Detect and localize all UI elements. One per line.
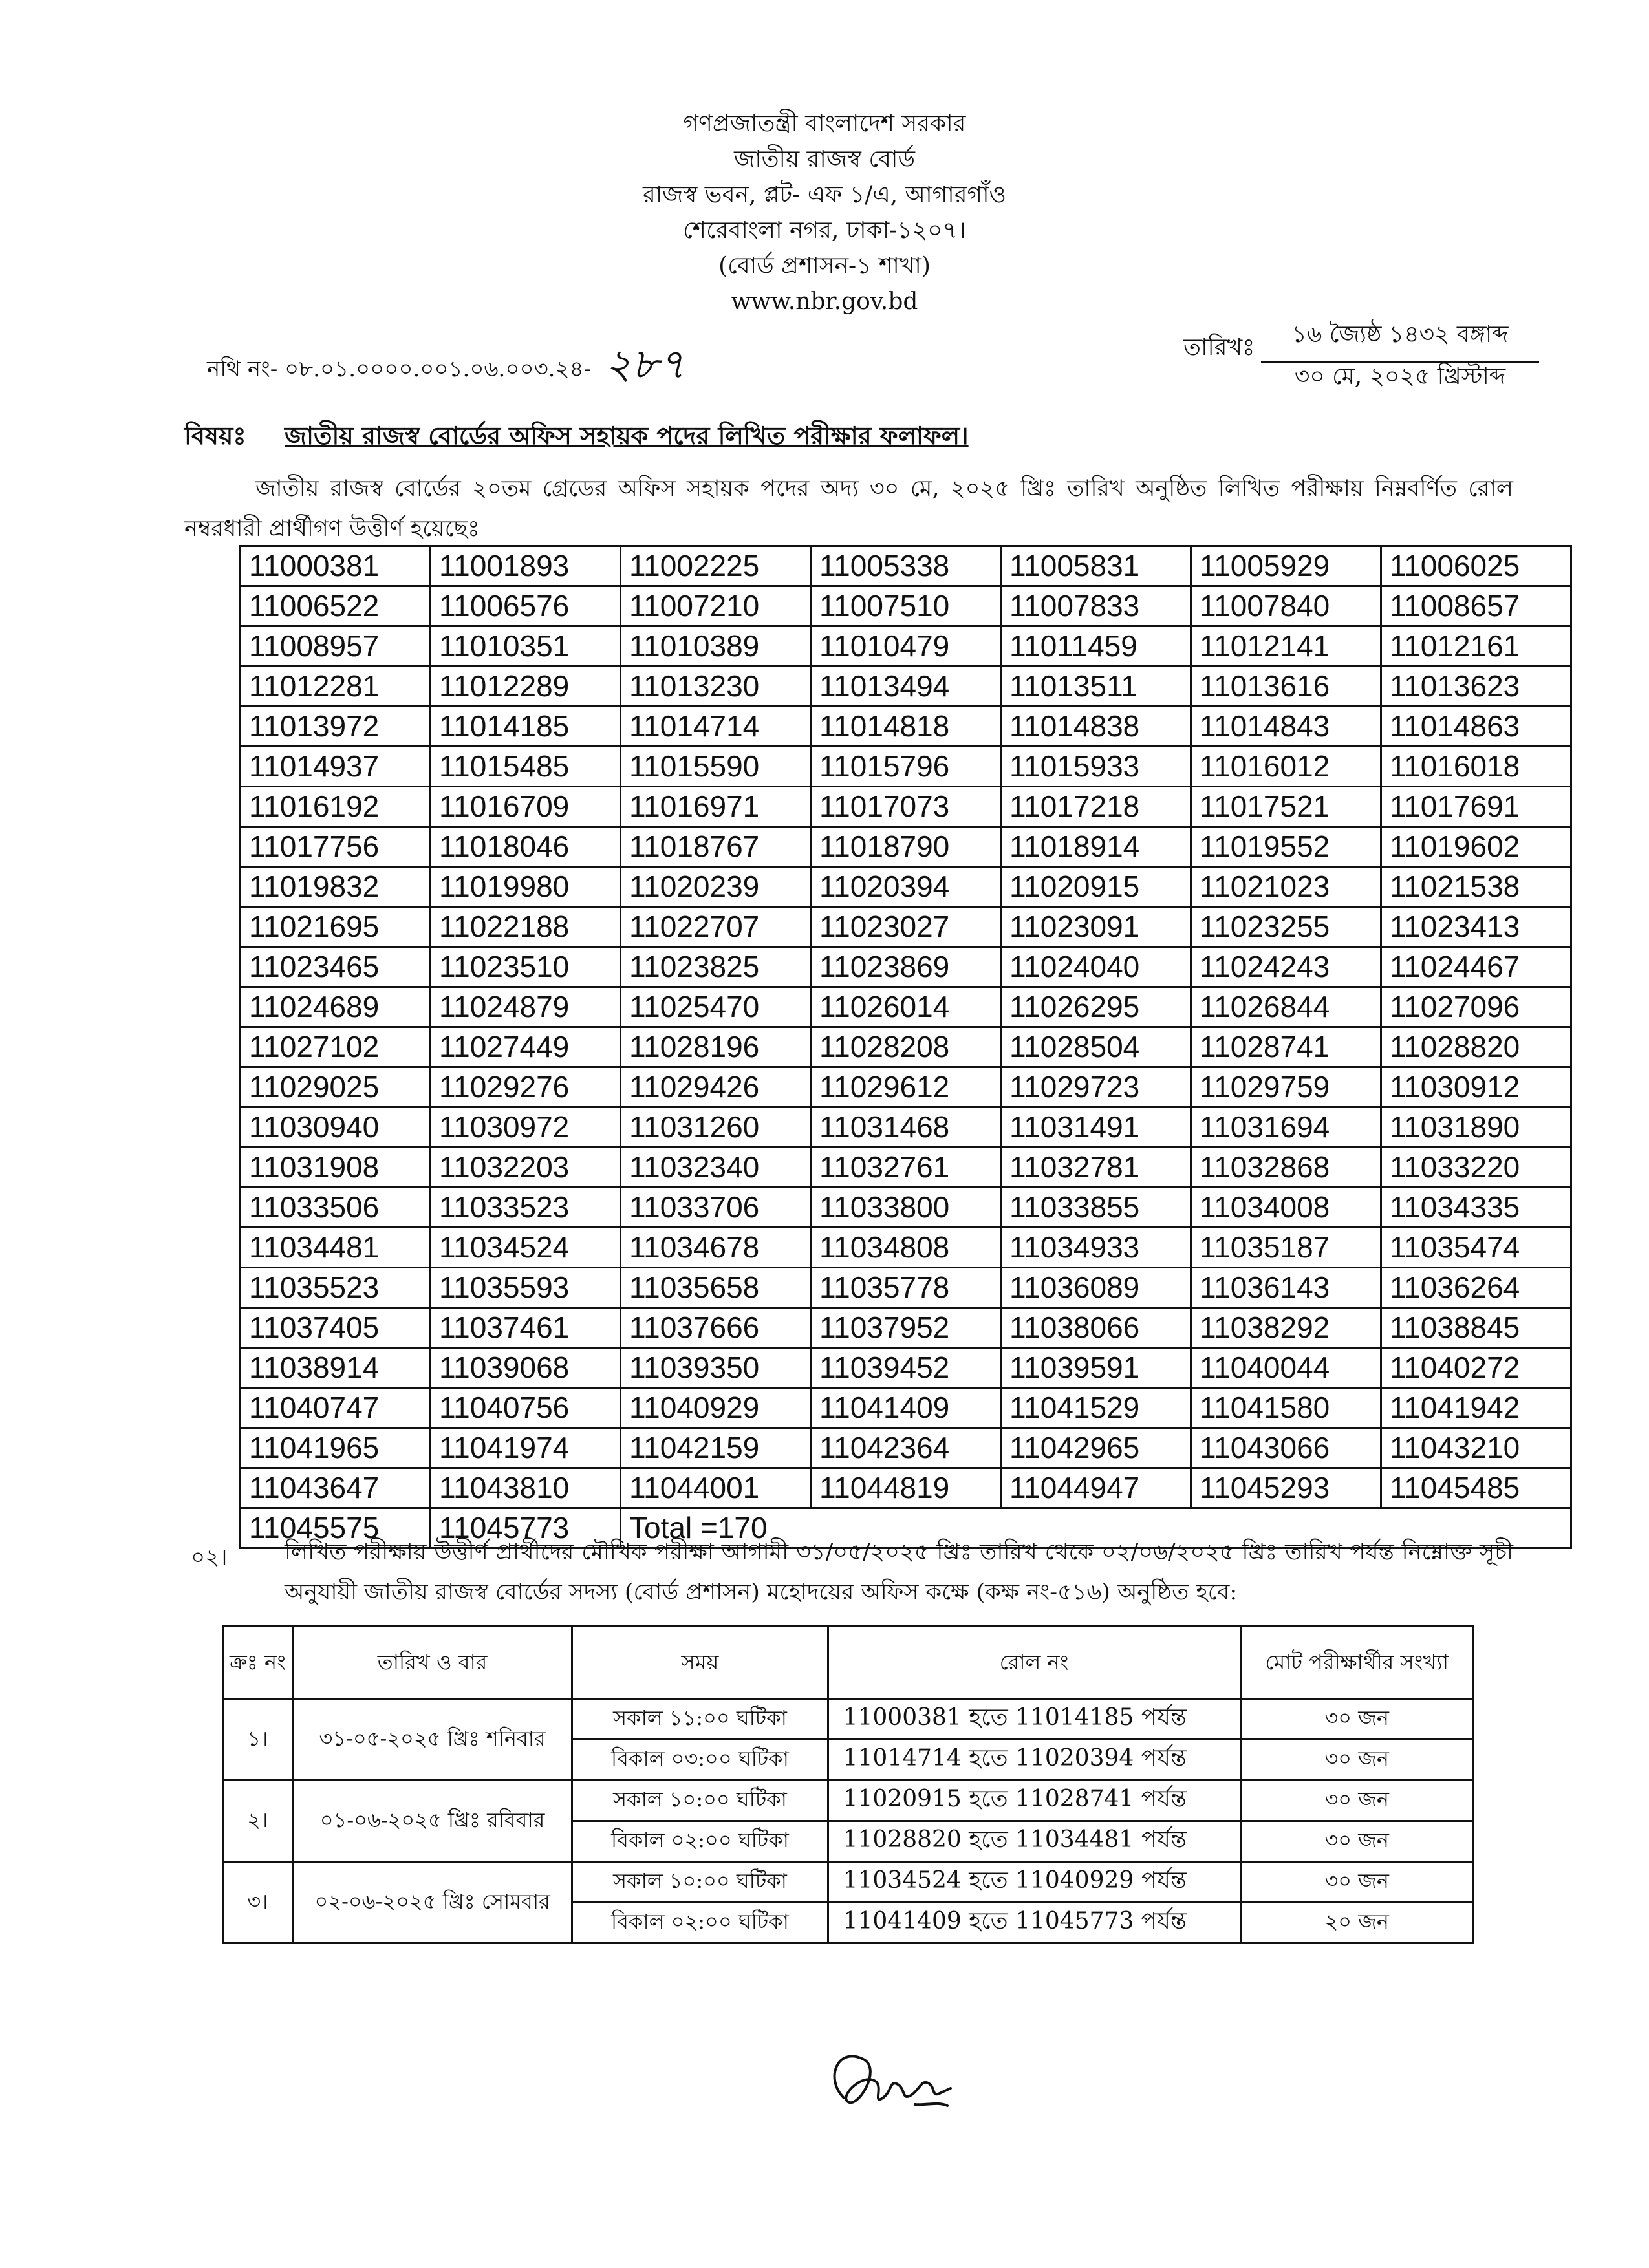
roll-number-cell: 11045773 xyxy=(431,1508,621,1548)
roll-row xyxy=(241,626,1571,667)
roll-number-cell: 11015485 xyxy=(431,747,621,787)
count-cell: ৩০ জন xyxy=(1240,1821,1474,1862)
roll-number-cell: 11042159 xyxy=(621,1428,811,1468)
roll-row xyxy=(241,1027,1571,1067)
roll-range-cell: 11034524 হতে 11040929 পর্যন্ত xyxy=(828,1862,1240,1903)
roll-row xyxy=(241,947,1571,987)
roll-number-cell: 11029723 xyxy=(1001,1067,1191,1107)
roll-number-cell: 11021695 xyxy=(241,907,431,947)
roll-number-cell: 11020394 xyxy=(811,867,1001,907)
roll-number-cell: 11035523 xyxy=(241,1268,431,1308)
roll-number-cell: 11032781 xyxy=(1001,1148,1191,1188)
roll-number-cell: 11023465 xyxy=(241,947,431,987)
schedule-row xyxy=(223,1699,1474,1740)
roll-number-cell: 11010389 xyxy=(621,626,811,667)
header-roll: রোল নং xyxy=(828,1626,1240,1699)
time-cell: সকাল ১০:০০ ঘটিকা xyxy=(572,1862,828,1903)
count-cell: ৩০ জন xyxy=(1240,1699,1474,1740)
roll-number-cell: 11026014 xyxy=(811,987,1001,1027)
roll-number-cell: 11028741 xyxy=(1191,1027,1381,1067)
roll-number-cell: 11023027 xyxy=(811,907,1001,947)
roll-number-cell: 11014818 xyxy=(811,707,1001,747)
roll-row xyxy=(241,787,1571,827)
roll-number-cell: 11045293 xyxy=(1191,1468,1381,1508)
count-cell: ৩০ জন xyxy=(1240,1781,1474,1821)
header-count: মোট পরীক্ষার্থীর সংখ্যা xyxy=(1240,1626,1474,1699)
date-gregorian: ৩০ মে, ২০২৫ খ্রিস্টাব্দ xyxy=(1294,363,1506,390)
roll-number-cell: 11039068 xyxy=(431,1348,621,1388)
roll-number-cell: 11037666 xyxy=(621,1308,811,1348)
roll-number-cell: 11027449 xyxy=(431,1027,621,1067)
time-cell: বিকাল ০২:০০ ঘটিকা xyxy=(572,1903,828,1943)
roll-number-cell: 11034524 xyxy=(431,1228,621,1268)
reference-handwritten-number: ২৮৭ xyxy=(605,341,685,389)
roll-number-cell: 11035593 xyxy=(431,1268,621,1308)
roll-number-cell: 11001893 xyxy=(431,546,621,586)
roll-number-cell: 11044001 xyxy=(621,1468,811,1508)
roll-number-cell: 11043810 xyxy=(431,1468,621,1508)
roll-number-cell: 11033523 xyxy=(431,1188,621,1228)
roll-number-cell: 11016012 xyxy=(1191,747,1381,787)
roll-number-cell: 11044819 xyxy=(811,1468,1001,1508)
roll-number-cell: 11005338 xyxy=(811,546,1001,586)
roll-row xyxy=(241,1107,1571,1148)
roll-number-cell: 11029426 xyxy=(621,1067,811,1107)
roll-number-cell: 11024040 xyxy=(1001,947,1191,987)
roll-number-cell: 11034335 xyxy=(1381,1188,1571,1228)
roll-number-cell: 11035658 xyxy=(621,1268,811,1308)
roll-number-cell: 11038292 xyxy=(1191,1308,1381,1348)
roll-number-cell: 11037952 xyxy=(811,1308,1001,1348)
roll-number-cell: 11045575 xyxy=(241,1508,431,1548)
roll-number-cell: 11031260 xyxy=(621,1107,811,1148)
roll-number-cell: 11024243 xyxy=(1191,947,1381,987)
schedule-row xyxy=(223,1781,1474,1821)
roll-number-cell: 11022707 xyxy=(621,907,811,947)
header-website: www.nbr.gov.bd xyxy=(731,288,918,315)
header-govt: গণপ্রজাতন্ত্রী বাংলাদেশ সরকার xyxy=(683,111,966,137)
roll-number-cell: 11015796 xyxy=(811,747,1001,787)
roll-number-cell: 11029759 xyxy=(1191,1067,1381,1107)
roll-row xyxy=(241,667,1571,707)
roll-number-cell: 11041942 xyxy=(1381,1388,1571,1428)
roll-number-cell: 11017218 xyxy=(1001,787,1191,827)
roll-number-cell: 11028208 xyxy=(811,1027,1001,1067)
roll-number-cell: 11026844 xyxy=(1191,987,1381,1027)
roll-row xyxy=(241,707,1571,747)
roll-number-cell: 11006576 xyxy=(431,586,621,626)
roll-number-cell: 11007210 xyxy=(621,586,811,626)
subject-label: বিষয়ঃ xyxy=(184,421,246,450)
roll-number-cell: 11013494 xyxy=(811,667,1001,707)
roll-number-cell: 11016018 xyxy=(1381,747,1571,787)
roll-number-cell: 11034481 xyxy=(241,1228,431,1268)
roll-number-cell: 11040747 xyxy=(241,1388,431,1428)
roll-number-cell: 11031491 xyxy=(1001,1107,1191,1148)
roll-number-cell: 11044947 xyxy=(1001,1468,1191,1508)
roll-number-cell: 11036143 xyxy=(1191,1268,1381,1308)
roll-number-cell: 11036264 xyxy=(1381,1268,1571,1308)
roll-number-cell: 11045485 xyxy=(1381,1468,1571,1508)
roll-row xyxy=(241,1228,1571,1268)
roll-number-cell: 11040272 xyxy=(1381,1348,1571,1388)
roll-number-cell: 11043647 xyxy=(241,1468,431,1508)
roll-number-cell: 11015590 xyxy=(621,747,811,787)
roll-number-cell: 11030912 xyxy=(1381,1067,1571,1107)
roll-number-cell: 11018767 xyxy=(621,827,811,867)
roll-row xyxy=(241,867,1571,907)
schedule-header-row xyxy=(223,1626,1474,1699)
roll-row xyxy=(241,1067,1571,1107)
roll-number-cell: 11018790 xyxy=(811,827,1001,867)
roll-range-cell: 11020915 হতে 11028741 পর্যন্ত xyxy=(828,1781,1240,1821)
roll-number-cell: 11016971 xyxy=(621,787,811,827)
roll-row xyxy=(241,1428,1571,1468)
roll-row xyxy=(241,1468,1571,1508)
roll-number-cell: 11019602 xyxy=(1381,827,1571,867)
roll-row xyxy=(241,586,1571,626)
roll-number-cell: 11028504 xyxy=(1001,1027,1191,1067)
roll-row xyxy=(241,747,1571,787)
roll-number-cell: 11016709 xyxy=(431,787,621,827)
roll-range-cell: 11014714 হতে 11020394 পর্যন্ত xyxy=(828,1740,1240,1781)
roll-number-cell: 11013511 xyxy=(1001,667,1191,707)
roll-number-cell: 11031890 xyxy=(1381,1107,1571,1148)
time-cell: সকাল ১১:০০ ঘটিকা xyxy=(572,1699,828,1740)
roll-number-cell: 11041580 xyxy=(1191,1388,1381,1428)
roll-number-cell: 11040756 xyxy=(431,1388,621,1428)
count-cell: ২০ জন xyxy=(1240,1903,1474,1943)
roll-number-cell: 11038914 xyxy=(241,1348,431,1388)
roll-number-cell: 11031468 xyxy=(811,1107,1001,1148)
roll-number-cell: 11024689 xyxy=(241,987,431,1027)
roll-number-cell: 11021538 xyxy=(1381,867,1571,907)
date-cell: ৩১-০৫-২০২৫ খ্রিঃ শনিবার xyxy=(292,1699,572,1781)
roll-number-cell: 11023869 xyxy=(811,947,1001,987)
roll-number-cell: 11039452 xyxy=(811,1348,1001,1388)
roll-number-cell: 11029025 xyxy=(241,1067,431,1107)
roll-number-cell: 11037461 xyxy=(431,1308,621,1348)
roll-number-cell: 11019552 xyxy=(1191,827,1381,867)
roll-number-cell: 11010479 xyxy=(811,626,1001,667)
roll-number-cell: 11027102 xyxy=(241,1027,431,1067)
header-date: তারিখ ও বার xyxy=(292,1626,572,1699)
header-section: (বোর্ড প্রশাসন-১ শাখা) xyxy=(718,253,931,279)
roll-number-cell: 11034678 xyxy=(621,1228,811,1268)
roll-number-cell: 11032203 xyxy=(431,1148,621,1188)
roll-number-cell: 11029276 xyxy=(431,1067,621,1107)
roll-number-cell: 11024879 xyxy=(431,987,621,1027)
date-cell: ০১-০৬-২০২৫ খ্রিঃ রবিবার xyxy=(292,1781,572,1862)
roll-number-cell: 11019980 xyxy=(431,867,621,907)
roll-number-cell: 11017521 xyxy=(1191,787,1381,827)
roll-number-cell: 11017756 xyxy=(241,827,431,867)
roll-number-cell: 11007840 xyxy=(1191,586,1381,626)
roll-number-cell: 11014838 xyxy=(1001,707,1191,747)
roll-number-cell: 11037405 xyxy=(241,1308,431,1348)
subject-text: জাতীয় রাজস্ব বোর্ডের অফিস সহায়ক পদের লিখিত পরীক্ষার ফলাফল। xyxy=(285,421,969,450)
roll-number-cell: 11005929 xyxy=(1191,546,1381,586)
roll-number-cell: 11013623 xyxy=(1381,667,1571,707)
roll-number-cell: 11041965 xyxy=(241,1428,431,1468)
roll-row xyxy=(241,1308,1571,1348)
roll-number-cell: 11018046 xyxy=(431,827,621,867)
roll-number-cell: 11013230 xyxy=(621,667,811,707)
roll-number-cell: 11007510 xyxy=(811,586,1001,626)
roll-number-cell: 11014843 xyxy=(1191,707,1381,747)
reference-number: নথি নং- ০৮.০১.০০০০.০০১.০৬.০০৩.২৪- xyxy=(207,356,592,382)
roll-range-cell: 11000381 হতে 11014185 পর্যন্ত xyxy=(828,1699,1240,1740)
header-serial: ক্রঃ নং xyxy=(223,1626,293,1699)
roll-number-cell: 11011459 xyxy=(1001,626,1191,667)
roll-number-cell: 11023825 xyxy=(621,947,811,987)
intro-paragraph: জাতীয় রাজস্ব বোর্ডের ২০তম গ্রেডের অফিস সহায়ক পদের অদ্য ৩০ মে, ২০২৫ খ্রিঃ তারিখ অনুষ্ঠিত লিখিত পরীক্ষায় নিম্নবর্ণিত রোল নম্বরধারী প্রার্থীগণ উত্তীর্ণ হয়েছেঃ xyxy=(184,476,1513,542)
roll-number-cell: 11021023 xyxy=(1191,867,1381,907)
time-cell: সকাল ১০:০০ ঘটিকা xyxy=(572,1781,828,1821)
time-cell: বিকাল ০৩:০০ ঘটিকা xyxy=(572,1740,828,1781)
header-org: জাতীয় রাজস্ব বোর্ড xyxy=(734,146,915,173)
serial-cell: ৩। xyxy=(223,1862,293,1943)
serial-cell: ২। xyxy=(223,1781,293,1862)
roll-number-cell: 11023510 xyxy=(431,947,621,987)
roll-number-cell: 11033706 xyxy=(621,1188,811,1228)
roll-number-cell: 11032868 xyxy=(1191,1148,1381,1188)
roll-number-cell: 11032340 xyxy=(621,1148,811,1188)
paragraph-2-number: ০২। xyxy=(191,1545,228,1570)
serial-cell: ১। xyxy=(223,1699,293,1781)
roll-number-cell: 11002225 xyxy=(621,546,811,586)
roll-number-cell: 11035778 xyxy=(811,1268,1001,1308)
roll-number-table xyxy=(239,545,1572,1549)
roll-number-cell: 11031694 xyxy=(1191,1107,1381,1148)
roll-number-cell: 11014185 xyxy=(431,707,621,747)
roll-number-cell: 11006025 xyxy=(1381,546,1571,586)
viva-schedule-table xyxy=(222,1625,1474,1944)
roll-range-cell: 11028820 হতে 11034481 পর্যন্ত xyxy=(828,1821,1240,1862)
roll-number-cell: 11034808 xyxy=(811,1228,1001,1268)
roll-number-cell: 11039591 xyxy=(1001,1348,1191,1388)
roll-number-cell: 11033855 xyxy=(1001,1188,1191,1228)
roll-row xyxy=(241,546,1571,586)
roll-number-cell: 11031908 xyxy=(241,1148,431,1188)
roll-number-cell: 11043066 xyxy=(1191,1428,1381,1468)
header-address: রাজস্ব ভবন, প্লট- এফ ১/এ, আগারগাঁও xyxy=(642,182,1007,208)
roll-number-cell: 11043210 xyxy=(1381,1428,1571,1468)
roll-number-cell: 11034933 xyxy=(1001,1228,1191,1268)
roll-number-cell: 11027096 xyxy=(1381,987,1571,1027)
roll-row xyxy=(241,1388,1571,1428)
roll-number-cell: 11012161 xyxy=(1381,626,1571,667)
roll-number-cell: 11041529 xyxy=(1001,1388,1191,1428)
roll-number-cell: 11019832 xyxy=(241,867,431,907)
roll-number-cell: 11012289 xyxy=(431,667,621,707)
roll-number-cell: 11028196 xyxy=(621,1027,811,1067)
roll-number-cell: 11007833 xyxy=(1001,586,1191,626)
date-cell: ০২-০৬-২০২৫ খ্রিঃ সোমবার xyxy=(292,1862,572,1943)
roll-number-cell: 11028820 xyxy=(1381,1027,1571,1067)
roll-number-cell: 11033800 xyxy=(811,1188,1001,1228)
total-count-cell: Total =170 xyxy=(621,1508,811,1548)
roll-number-cell: 11036089 xyxy=(1001,1268,1191,1308)
roll-number-cell: 11038845 xyxy=(1381,1308,1571,1348)
roll-number-cell: 11017691 xyxy=(1381,787,1571,827)
roll-number-cell: 11035187 xyxy=(1191,1228,1381,1268)
header-city: শেরেবাংলা নগর, ঢাকা-১২০৭। xyxy=(683,217,966,244)
roll-number-cell: 11033506 xyxy=(241,1188,431,1228)
date-bangla: ১৬ জ্যৈষ্ঠ ১৪৩২ বঙ্গাব্দ xyxy=(1261,317,1539,363)
roll-number-cell: 11040929 xyxy=(621,1388,811,1428)
roll-number-cell: 11014863 xyxy=(1381,707,1571,747)
roll-number-cell: 11035474 xyxy=(1381,1228,1571,1268)
signature-image xyxy=(818,2033,973,2130)
roll-number-cell: 11033220 xyxy=(1381,1148,1571,1188)
roll-number-cell: 11016192 xyxy=(241,787,431,827)
roll-number-cell: 11026295 xyxy=(1001,987,1191,1027)
count-cell: ৩০ জন xyxy=(1240,1862,1474,1903)
roll-number-cell: 11024467 xyxy=(1381,947,1571,987)
roll-number-cell: 11008657 xyxy=(1381,586,1571,626)
roll-number-cell: 11000381 xyxy=(241,546,431,586)
roll-number-cell: 11014937 xyxy=(241,747,431,787)
roll-number-cell: 11034008 xyxy=(1191,1188,1381,1228)
roll-number-cell: 11013616 xyxy=(1191,667,1381,707)
header-time: সময় xyxy=(572,1626,828,1699)
roll-number-cell: 11023255 xyxy=(1191,907,1381,947)
paragraph-2-text: লিখিত পরীক্ষায় উত্তীর্ণ প্রার্থীদের মৌখিক পরীক্ষা আগামী ৩১/০৫/২০২৫ খ্রিঃ তারিখ থেকে ০২/০৬/২০২৫ খ্রিঃ তারিখ পর্যন্ত নিম্নোক্ত সূচী অনুযায়ী জাতীয় রাজস্ব বোর্ডের সদস্য (বোর্ড প্রশাসন) মহোদয়ের অফিস কক্ষে (কক্ষ নং-৫১৬) অনুষ্ঠিত হবে: xyxy=(285,1539,1513,1605)
count-cell: ৩০ জন xyxy=(1240,1740,1474,1781)
roll-number-cell: 11042364 xyxy=(811,1428,1001,1468)
roll-row xyxy=(241,1268,1571,1308)
roll-number-cell: 11018914 xyxy=(1001,827,1191,867)
roll-number-cell: 11017073 xyxy=(811,787,1001,827)
roll-number-cell: 11023413 xyxy=(1381,907,1571,947)
roll-number-cell: 11023091 xyxy=(1001,907,1191,947)
roll-number-cell: 11010351 xyxy=(431,626,621,667)
roll-number-cell: 11013972 xyxy=(241,707,431,747)
roll-number-cell: 11039350 xyxy=(621,1348,811,1388)
roll-number-cell: 11014714 xyxy=(621,707,811,747)
roll-number-cell: 11006522 xyxy=(241,586,431,626)
roll-number-cell: 11040044 xyxy=(1191,1348,1381,1388)
time-cell: বিকাল ০২:০০ ঘটিকা xyxy=(572,1821,828,1862)
roll-number-cell: 11012141 xyxy=(1191,626,1381,667)
roll-number-cell: 11030972 xyxy=(431,1107,621,1148)
roll-number-cell: 11015933 xyxy=(1001,747,1191,787)
roll-row xyxy=(241,1188,1571,1228)
roll-row xyxy=(241,1348,1571,1388)
roll-number-cell: 11020915 xyxy=(1001,867,1191,907)
roll-row xyxy=(241,827,1571,867)
roll-number-cell: 11041974 xyxy=(431,1428,621,1468)
roll-number-cell: 11005831 xyxy=(1001,546,1191,586)
roll-number-cell: 11020239 xyxy=(621,867,811,907)
roll-number-cell: 11030940 xyxy=(241,1107,431,1148)
roll-number-cell: 11008957 xyxy=(241,626,431,667)
roll-row xyxy=(241,1148,1571,1188)
date-label: তারিখঃ xyxy=(1183,334,1255,361)
schedule-row xyxy=(223,1862,1474,1903)
roll-number-cell: 11029612 xyxy=(811,1067,1001,1107)
roll-number-cell: 11042965 xyxy=(1001,1428,1191,1468)
roll-row xyxy=(241,907,1571,947)
roll-number-cell: 11012281 xyxy=(241,667,431,707)
roll-range-cell: 11041409 হতে 11045773 পর্যন্ত xyxy=(828,1903,1240,1943)
roll-number-cell: 11041409 xyxy=(811,1388,1001,1428)
roll-row xyxy=(241,987,1571,1027)
roll-number-cell: 11025470 xyxy=(621,987,811,1027)
roll-number-cell: 11032761 xyxy=(811,1148,1001,1188)
roll-number-cell: 11038066 xyxy=(1001,1308,1191,1348)
roll-number-cell: 11022188 xyxy=(431,907,621,947)
